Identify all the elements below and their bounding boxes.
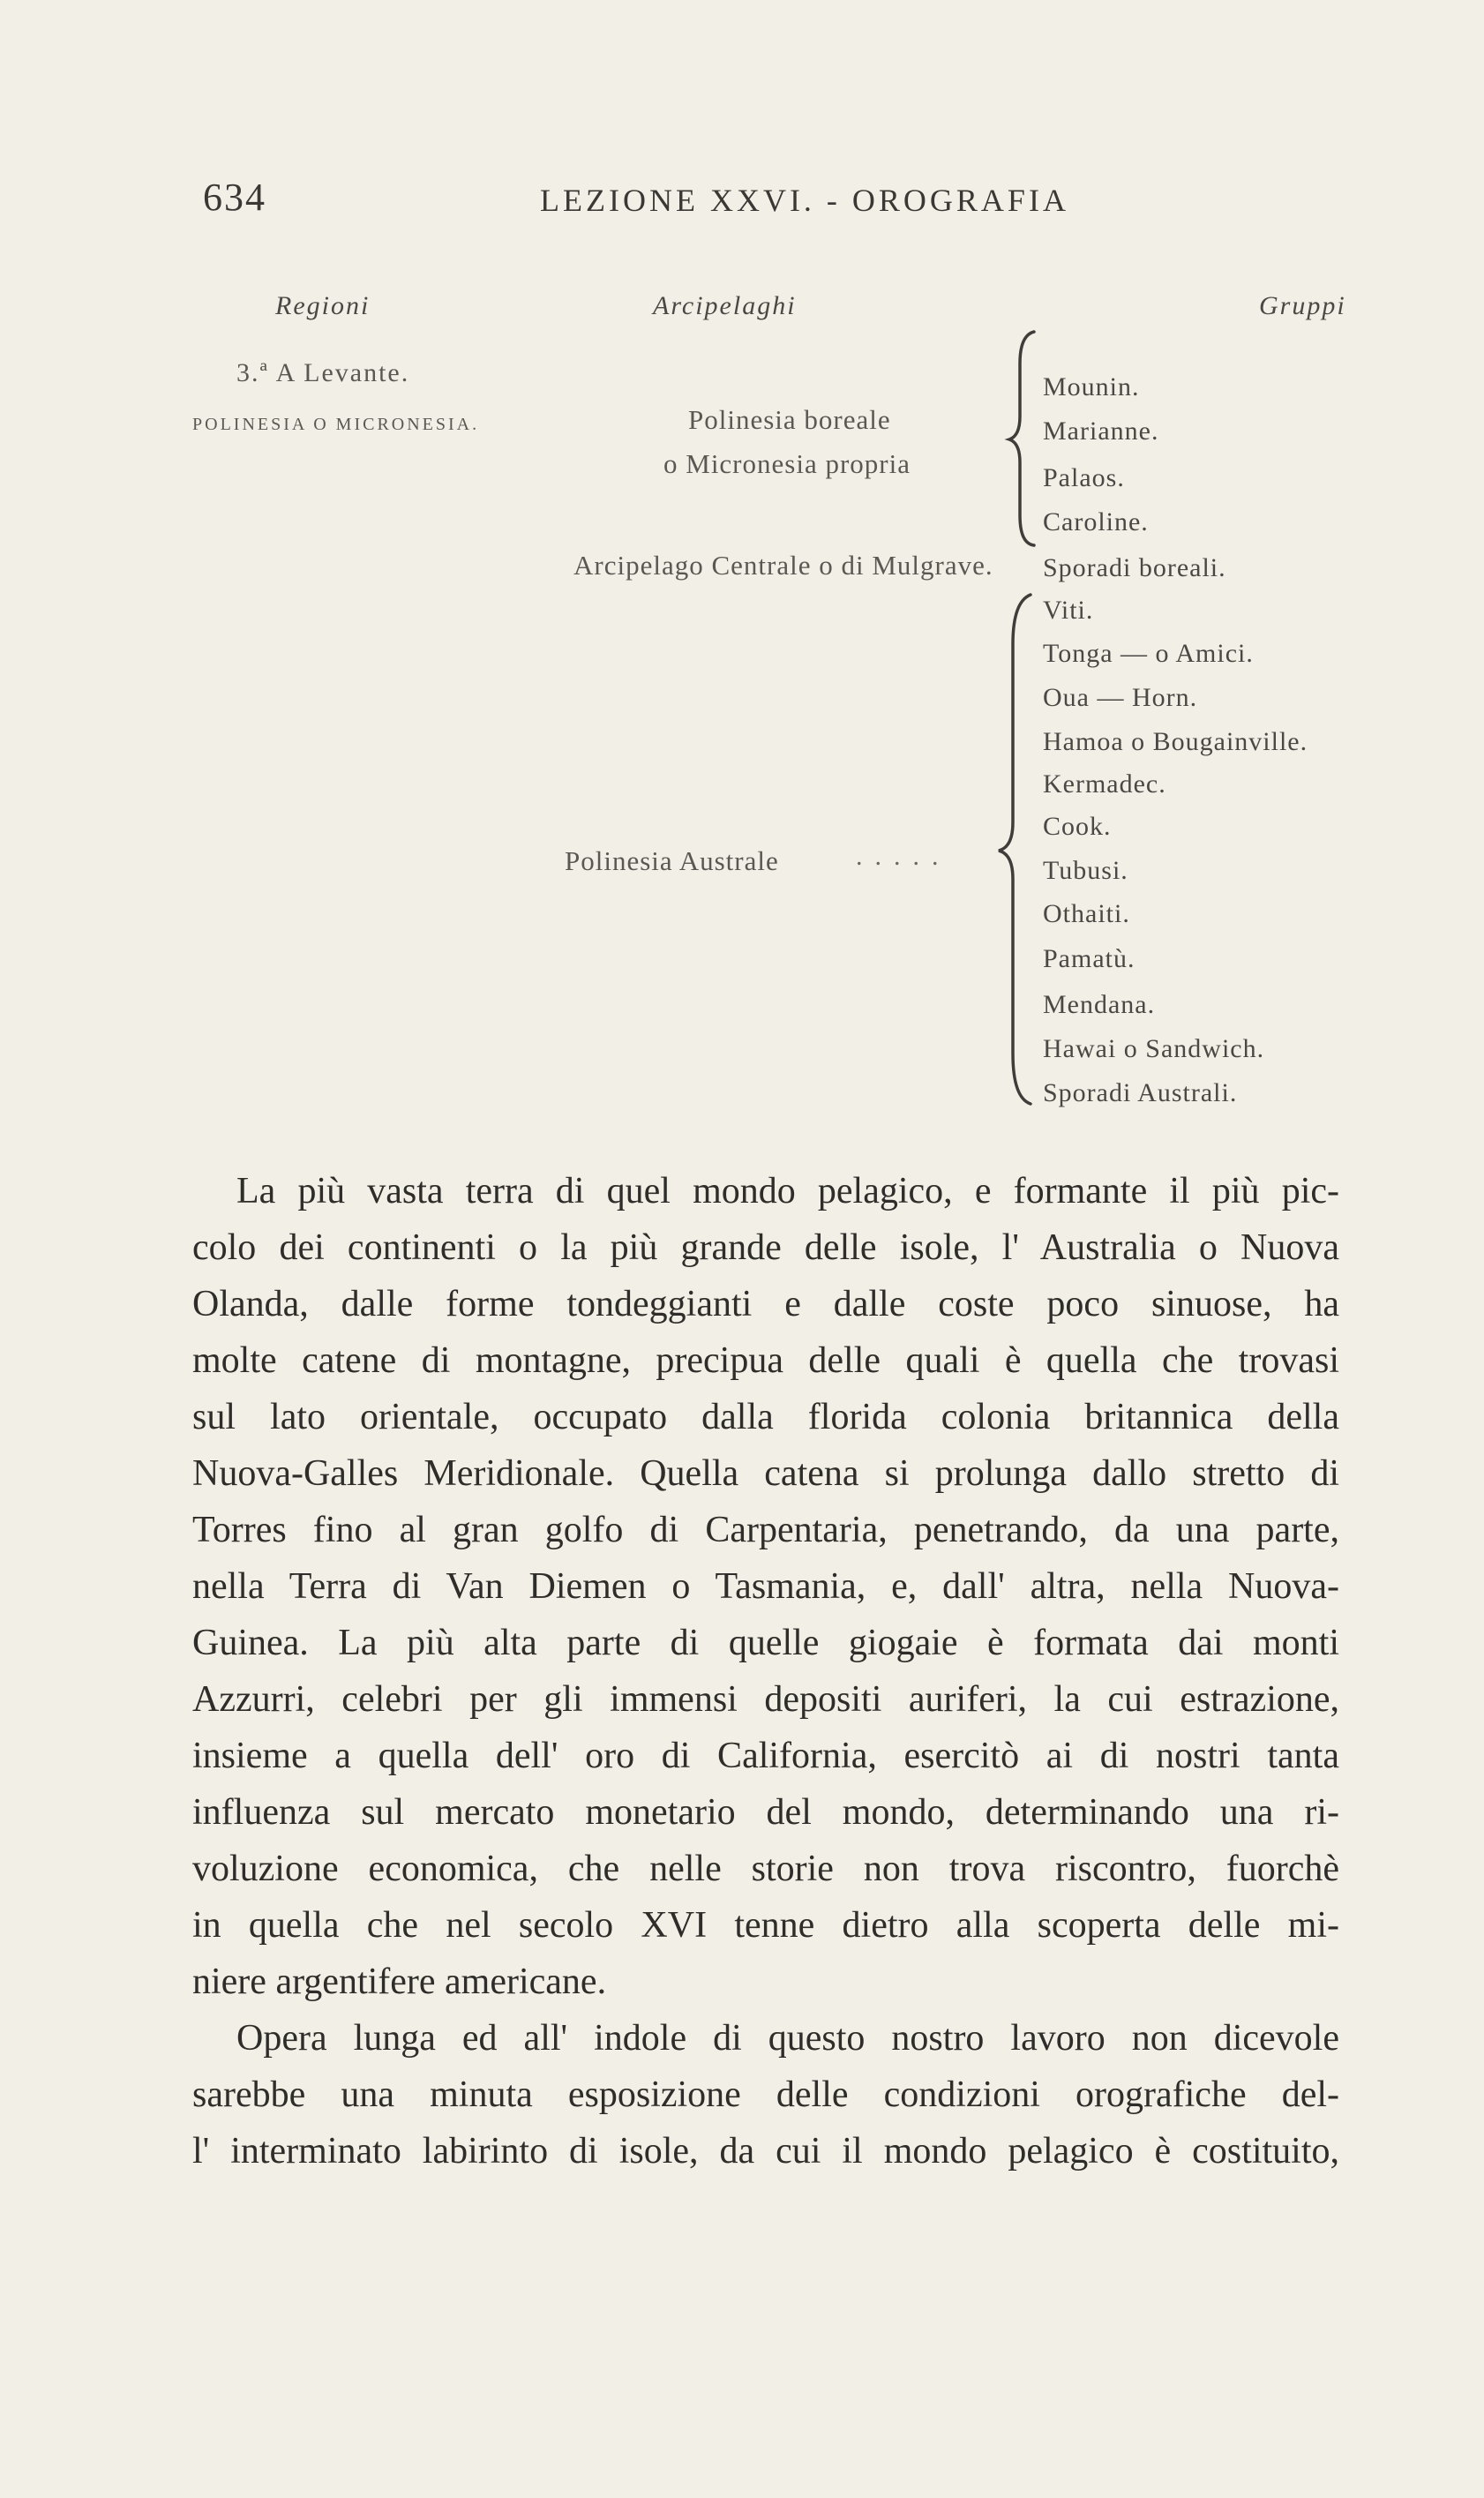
heading-arcipelaghi: Arcipelaghi	[653, 291, 797, 320]
group-item: Marianne.	[1043, 416, 1159, 446]
group-item: Tonga — o Amici.	[1043, 639, 1254, 668]
text-line: Opera lunga ed all' indole di questo nostro lavoro non dicevole	[236, 2018, 1339, 2059]
text-line: insieme a quella dell' oro di California, esercitò ai di nostri tanta	[192, 1736, 1339, 1776]
page-number: 634	[203, 176, 266, 219]
group-item: Hawai o Sandwich.	[1043, 1034, 1265, 1063]
group-item: Cook.	[1043, 812, 1112, 841]
text-line: in quella che nel secolo XVI tenne dietro alla scoperta delle mi-	[192, 1905, 1339, 1946]
text-line: l' interminato labirinto di isole, da cui il mondo pelagico è costituito,	[192, 2131, 1339, 2172]
group-item: Caroline.	[1043, 507, 1149, 536]
text-line: Olanda, dalle forme tondeggianti e dalle coste poco sinuose, ha	[192, 1284, 1339, 1324]
text-line: Nuova-Galles Meridionale. Quella catena si prolunga dallo stretto di	[192, 1453, 1339, 1494]
archipelago-boreale-line1: Polinesia boreale	[688, 404, 891, 435]
heading-gruppi: Gruppi	[1259, 291, 1346, 320]
group-item: Mounin.	[1043, 372, 1140, 401]
group-item: Othaiti.	[1043, 899, 1130, 928]
brace-australe	[993, 591, 1038, 1107]
region-name: POLINESIA O MICRONESIA.	[192, 415, 480, 434]
running-title: LEZIONE XXVI. - OROGRAFIA	[540, 183, 1069, 218]
group-item: Sporadi boreali.	[1043, 553, 1226, 582]
text-line: sul lato orientale, occupato dalla florida colonia britannica della	[192, 1397, 1339, 1437]
group-item: Oua — Horn.	[1043, 683, 1198, 712]
text-line: molte catene di montagne, precipua delle quali è quella che trovasi	[192, 1340, 1339, 1381]
text-line: colo dei continenti o la più grande delle isole, l' Australia o Nuova	[192, 1227, 1339, 1268]
text-line: Torres fino al gran golfo di Carpentaria, penetrando, da una parte,	[192, 1510, 1339, 1550]
group-item: Mendana.	[1043, 990, 1156, 1019]
text-line: nella Terra di Van Diemen o Tasmania, e, dall' altra, nella Nuova-	[192, 1566, 1339, 1607]
group-item: Hamoa o Bougainville.	[1043, 727, 1308, 756]
region-number: 3.ª A Levante.	[236, 358, 410, 387]
text-line: voluzione economica, che nelle storie non trova riscontro, fuorchè	[192, 1849, 1339, 1889]
heading-regioni: Regioni	[275, 291, 371, 320]
leader-dots: .....	[856, 842, 951, 871]
group-item: Palaos.	[1043, 463, 1125, 492]
archipelago-australe: Polinesia Australe	[565, 845, 779, 876]
text-line: sarebbe una minuta esposizione delle condizioni orografiche del-	[192, 2074, 1339, 2115]
brace-boreale	[1004, 328, 1039, 549]
group-item: Pamatù.	[1043, 944, 1135, 973]
text-line: La più vasta terra di quel mondo pelagico, e formante il più pic-	[236, 1171, 1339, 1211]
text-line: influenza sul mercato monetario del mondo, determinando una ri-	[192, 1792, 1339, 1833]
group-item: Kermadec.	[1043, 769, 1166, 799]
archipelago-centrale: Arcipelago Centrale o di Mulgrave.	[573, 550, 993, 581]
text-line: Guinea. La più alta parte di quelle giogaie è formata dai monti	[192, 1623, 1339, 1663]
group-item: Sporadi Australi.	[1043, 1078, 1238, 1107]
group-item: Tubusi.	[1043, 856, 1128, 885]
group-item: Viti.	[1043, 596, 1094, 625]
text-line: Azzurri, celebri per gli immensi depositi auriferi, la cui estrazione,	[192, 1679, 1339, 1720]
archipelago-boreale-line2: o Micronesia propria	[663, 448, 911, 479]
text-line: niere argentifere americane.	[192, 1962, 607, 2002]
